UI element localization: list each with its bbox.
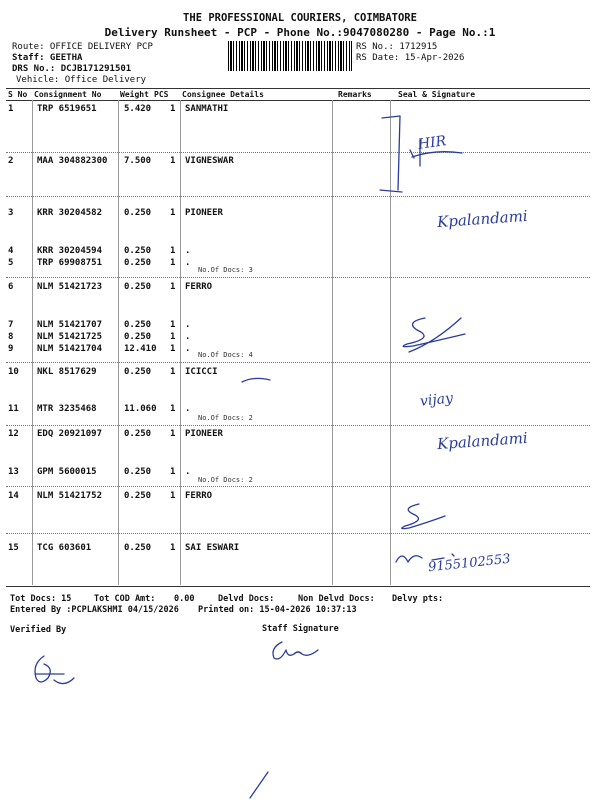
row-pcs: 1: [170, 208, 176, 218]
signature-phone-number: 9155102553: [427, 551, 512, 576]
row-pcs: 1: [170, 258, 176, 268]
company-title: THE PROFESSIONAL COURIERS, COIMBATORE: [183, 12, 417, 24]
row-consignee: .: [185, 258, 191, 268]
row-weight: 0.250: [124, 246, 152, 256]
row-weight: 12.410: [124, 344, 157, 354]
row-weight: 0.250: [124, 282, 152, 292]
row-sno: 10: [8, 367, 19, 377]
col-seal-signature: Seal & Signature: [398, 90, 476, 99]
drs-number: DRS No.: DCJB171291501: [12, 64, 132, 74]
row-sno: 9: [8, 344, 14, 354]
row-pcs: 1: [170, 282, 176, 292]
row-consignee: PIONEER: [185, 429, 223, 439]
row-consignee: FERRO: [185, 491, 213, 501]
docs-count-note: No.Of Docs: 2: [198, 476, 253, 484]
signature-hir: HIR: [417, 133, 448, 153]
staff-label: Staff: GEETHA: [12, 53, 83, 63]
row-weight: 5.420: [124, 104, 152, 114]
table-header-rule: [6, 100, 590, 101]
row-consignee: PIONEER: [185, 208, 223, 218]
col-divider: [32, 100, 33, 585]
row-consignee: .: [185, 404, 191, 414]
staff-signature: [268, 636, 328, 664]
signature-kpalandami-1: Kpalandami: [436, 206, 529, 232]
row-weight: 0.250: [124, 491, 152, 501]
total-cod-label: Tot COD Amt:: [94, 594, 156, 604]
row-consignee: SANMATHI: [185, 104, 229, 114]
row-sno: 3: [8, 208, 14, 218]
row-consignee: .: [185, 320, 191, 330]
row-consignee: VIGNESWAR: [185, 156, 234, 166]
row-sno: 8: [8, 332, 14, 342]
delivered-docs-label: Delvd Docs:: [218, 594, 275, 604]
col-consignment: Consignment No: [34, 90, 102, 99]
row-consignee: .: [185, 467, 191, 477]
row-weight: 7.500: [124, 156, 152, 166]
table-bottom-rule: [6, 586, 590, 587]
row-weight: 0.250: [124, 367, 152, 377]
delivery-points-label: Delvy pts:: [392, 594, 444, 604]
barcode: [228, 41, 352, 71]
signature-underline: [410, 145, 470, 165]
row-weight: 0.250: [124, 429, 152, 439]
row-consignment-no: NLM 51421752: [37, 491, 103, 501]
row-pcs: 1: [170, 104, 176, 114]
row-sno: 7: [8, 320, 14, 330]
docs-count-note: No.Of Docs: 4: [198, 351, 253, 359]
table-top-rule: [6, 88, 590, 89]
non-delivered-docs-label: Non Delvd Docs:: [298, 594, 375, 604]
row-separator: [6, 196, 590, 197]
row-sno: 12: [8, 429, 19, 439]
row-consignment-no: MAA 304882300: [37, 156, 108, 166]
stray-mark: [240, 374, 280, 386]
col-divider: [180, 100, 181, 585]
col-sno: S No: [8, 90, 28, 99]
row-sno: 14: [8, 491, 19, 501]
col-consignee: Consignee Details: [182, 90, 264, 99]
row-consignee: ICICCI: [185, 367, 218, 377]
row-weight: 0.250: [124, 208, 152, 218]
row-consignment-no: EDQ 20921097: [37, 429, 103, 439]
row-consignment-no: TRP 6519651: [37, 104, 97, 114]
signature-scribble-1: [395, 312, 475, 357]
row-consignment-no: GPM 5600015: [37, 467, 97, 477]
row-consignment-no: TCG 603601: [37, 543, 92, 553]
col-divider: [332, 100, 333, 585]
col-weight: Weight: [120, 90, 149, 99]
vehicle-label: Vehicle: Office Delivery: [16, 75, 147, 85]
total-cod-value: 0.00: [174, 594, 195, 604]
row-weight: 0.250: [124, 543, 152, 553]
row-pcs: 1: [170, 491, 176, 501]
row-consignee: .: [185, 332, 191, 342]
row-consignee: .: [185, 246, 191, 256]
row-pcs: 1: [170, 404, 176, 414]
row-weight: 0.250: [124, 467, 152, 477]
row-consignment-no: MTR 3235468: [37, 404, 97, 414]
runsheet-subtitle: Delivery Runsheet - PCP - Phone No.:9047080280 - Page No.:1: [104, 26, 496, 39]
row-pcs: 1: [170, 344, 176, 354]
row-sno: 6: [8, 282, 14, 292]
row-pcs: 1: [170, 320, 176, 330]
rs-date: RS Date: 15-Apr-2026: [356, 53, 465, 63]
row-sno: 13: [8, 467, 19, 477]
row-consignment-no: TRP 69908751: [37, 258, 103, 268]
row-separator: [6, 152, 590, 153]
row-pcs: 1: [170, 467, 176, 477]
row-pcs: 1: [170, 429, 176, 439]
staff-signature-label: Staff Signature: [262, 624, 339, 634]
row-weight: 0.250: [124, 258, 152, 268]
stray-stroke: [244, 770, 274, 800]
row-consignee: .: [185, 344, 191, 354]
docs-count-note: No.Of Docs: 2: [198, 414, 253, 422]
docs-count-note: No.Of Docs: 3: [198, 266, 253, 274]
row-consignment-no: NKL 8517629: [37, 367, 97, 377]
row-consignment-no: KRR 30204582: [37, 208, 103, 218]
row-consignment-no: KRR 30204594: [37, 246, 103, 256]
signature-kpalandami-2: Kpalandami: [436, 428, 529, 454]
verified-by-label: Verified By: [10, 625, 67, 635]
row-separator: [6, 362, 590, 363]
verifier-signature: [28, 652, 78, 692]
row-pcs: 1: [170, 543, 176, 553]
row-separator: [6, 277, 590, 278]
signature-scribble-2: [395, 500, 455, 535]
col-pcs: PCS: [154, 90, 169, 99]
row-pcs: 1: [170, 367, 176, 377]
route-label: Route: OFFICE DELIVERY PCP: [12, 42, 153, 52]
row-separator: [6, 486, 590, 487]
row-consignee: SAI ESWARI: [185, 543, 240, 553]
row-consignee: FERRO: [185, 282, 213, 292]
row-weight: 0.250: [124, 332, 152, 342]
row-weight: 0.250: [124, 320, 152, 330]
entered-by: Entered By :PCPLAKSHMI 04/15/2026: [10, 605, 179, 615]
row-consignment-no: NLM 51421725: [37, 332, 103, 342]
row-sno: 2: [8, 156, 14, 166]
printed-on: Printed on: 15-04-2026 10:37:13: [198, 605, 357, 615]
signature-vijay: vijay: [419, 390, 454, 410]
row-consignment-no: NLM 51421704: [37, 344, 103, 354]
row-separator: [6, 425, 590, 426]
row-sno: 5: [8, 258, 14, 268]
row-sno: 4: [8, 246, 14, 256]
col-divider: [118, 100, 119, 585]
row-weight: 11.060: [124, 404, 157, 414]
col-remarks: Remarks: [338, 90, 372, 99]
row-consignment-no: NLM 51421723: [37, 282, 103, 292]
row-consignment-no: NLM 51421707: [37, 320, 103, 330]
row-sno: 1: [8, 104, 14, 114]
total-docs: Tot Docs: 15: [10, 594, 72, 604]
row-pcs: 1: [170, 332, 176, 342]
row-pcs: 1: [170, 246, 176, 256]
row-sno: 11: [8, 404, 19, 414]
row-separator: [6, 533, 590, 534]
row-sno: 15: [8, 543, 19, 553]
row-pcs: 1: [170, 156, 176, 166]
rs-number: RS No.: 1712915: [356, 42, 438, 52]
